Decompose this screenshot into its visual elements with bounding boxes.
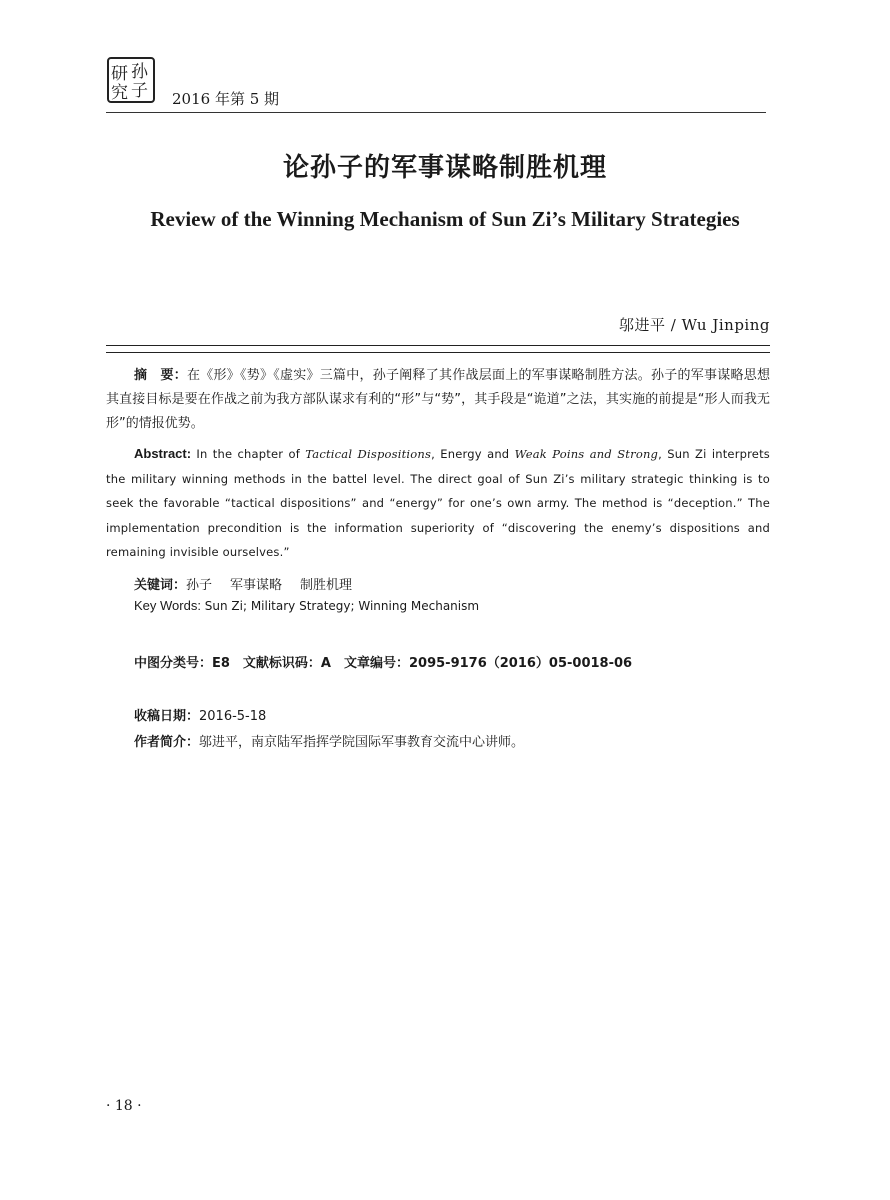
header-rule <box>106 112 766 113</box>
abstract-en-italic-2: Weak Poins and Strong <box>514 447 659 461</box>
title-chinese: 论孙子的军事谋略制胜机理 <box>282 153 607 183</box>
journal-logo <box>106 55 156 105</box>
journal-header <box>106 50 766 114</box>
issue-number: 2016 年第 5 期 <box>172 90 280 108</box>
received-label: 收稿日期： <box>134 709 200 724</box>
logo-char-4: 子 <box>131 81 148 101</box>
classification-line: 中图分类号：E8 文献标识码：A 文章编号：2095-9176（2016）05-0018-06 <box>134 656 633 671</box>
abstract-cn-text: 在《形》《势》《虚实》三篇中，孙子阐释了其作战层面上的军事谋略制胜方法。孙子的军事谋略思想其直接目标是要在作战之前为我方部队谋求有利的“形”与“势”，其手段是“诡道”之法，其实施的前提是“形人而我无形”的情报优势。 <box>106 368 770 431</box>
author-bio <box>134 731 524 750</box>
logo-char-1: 研 <box>111 64 128 84</box>
bio-value: 邬进平，南京陆军指挥学院国际军事教育交流中心讲师。 <box>199 735 525 750</box>
abstract-en-text-3: , Sun Zi interprets the military winning methods in the battel level. The direct goal of Sun Zi’s military strategic thinking is to seek the favorable “tactical dispositions” and “energy” for one’s own army. The method is “deception.” The implementation precondition is the information superiority of “discovering the enemy’s dispositions and remaining invisible ourselves.” <box>106 447 770 559</box>
received-value: 2016-5-18 <box>199 709 267 724</box>
keywords-chinese <box>134 574 352 593</box>
logo-char-3: 究 <box>111 83 128 103</box>
keywords-english <box>134 598 479 614</box>
keyword-3: 制胜机理 <box>300 578 353 593</box>
title-english: Review of the Winning Mechanism of Sun Zi’s Military Strategies <box>150 207 740 231</box>
keyword-2: 军事谋略 <box>230 578 283 593</box>
double-rule <box>106 345 770 353</box>
abstract-en-italic-1: Tactical Dispositions <box>305 447 432 461</box>
keywords-cn-label: 关键词： <box>134 578 187 593</box>
abstract-cn-label: 摘 要： <box>134 368 187 383</box>
abstract-en-label: Abstract: <box>134 446 192 461</box>
abstract-en-text-1: In the chapter of <box>191 447 306 461</box>
author-line: 邬进平 / Wu Jinping <box>619 316 770 334</box>
keywords-en-value: Sun Zi; Military Strategy; Winning Mechanism <box>200 599 480 613</box>
logo-char-2: 孙 <box>131 62 148 82</box>
abstract-chinese <box>106 364 770 436</box>
keyword-1: 孙子 <box>186 578 213 593</box>
bio-label: 作者简介： <box>134 735 200 750</box>
abstract-english <box>106 442 770 565</box>
received-date <box>134 705 266 724</box>
page-number: · 18 · <box>106 1098 142 1114</box>
keywords-en-label: Key Words: <box>134 598 201 613</box>
abstract-en-text-2: , Energy and <box>431 447 515 461</box>
